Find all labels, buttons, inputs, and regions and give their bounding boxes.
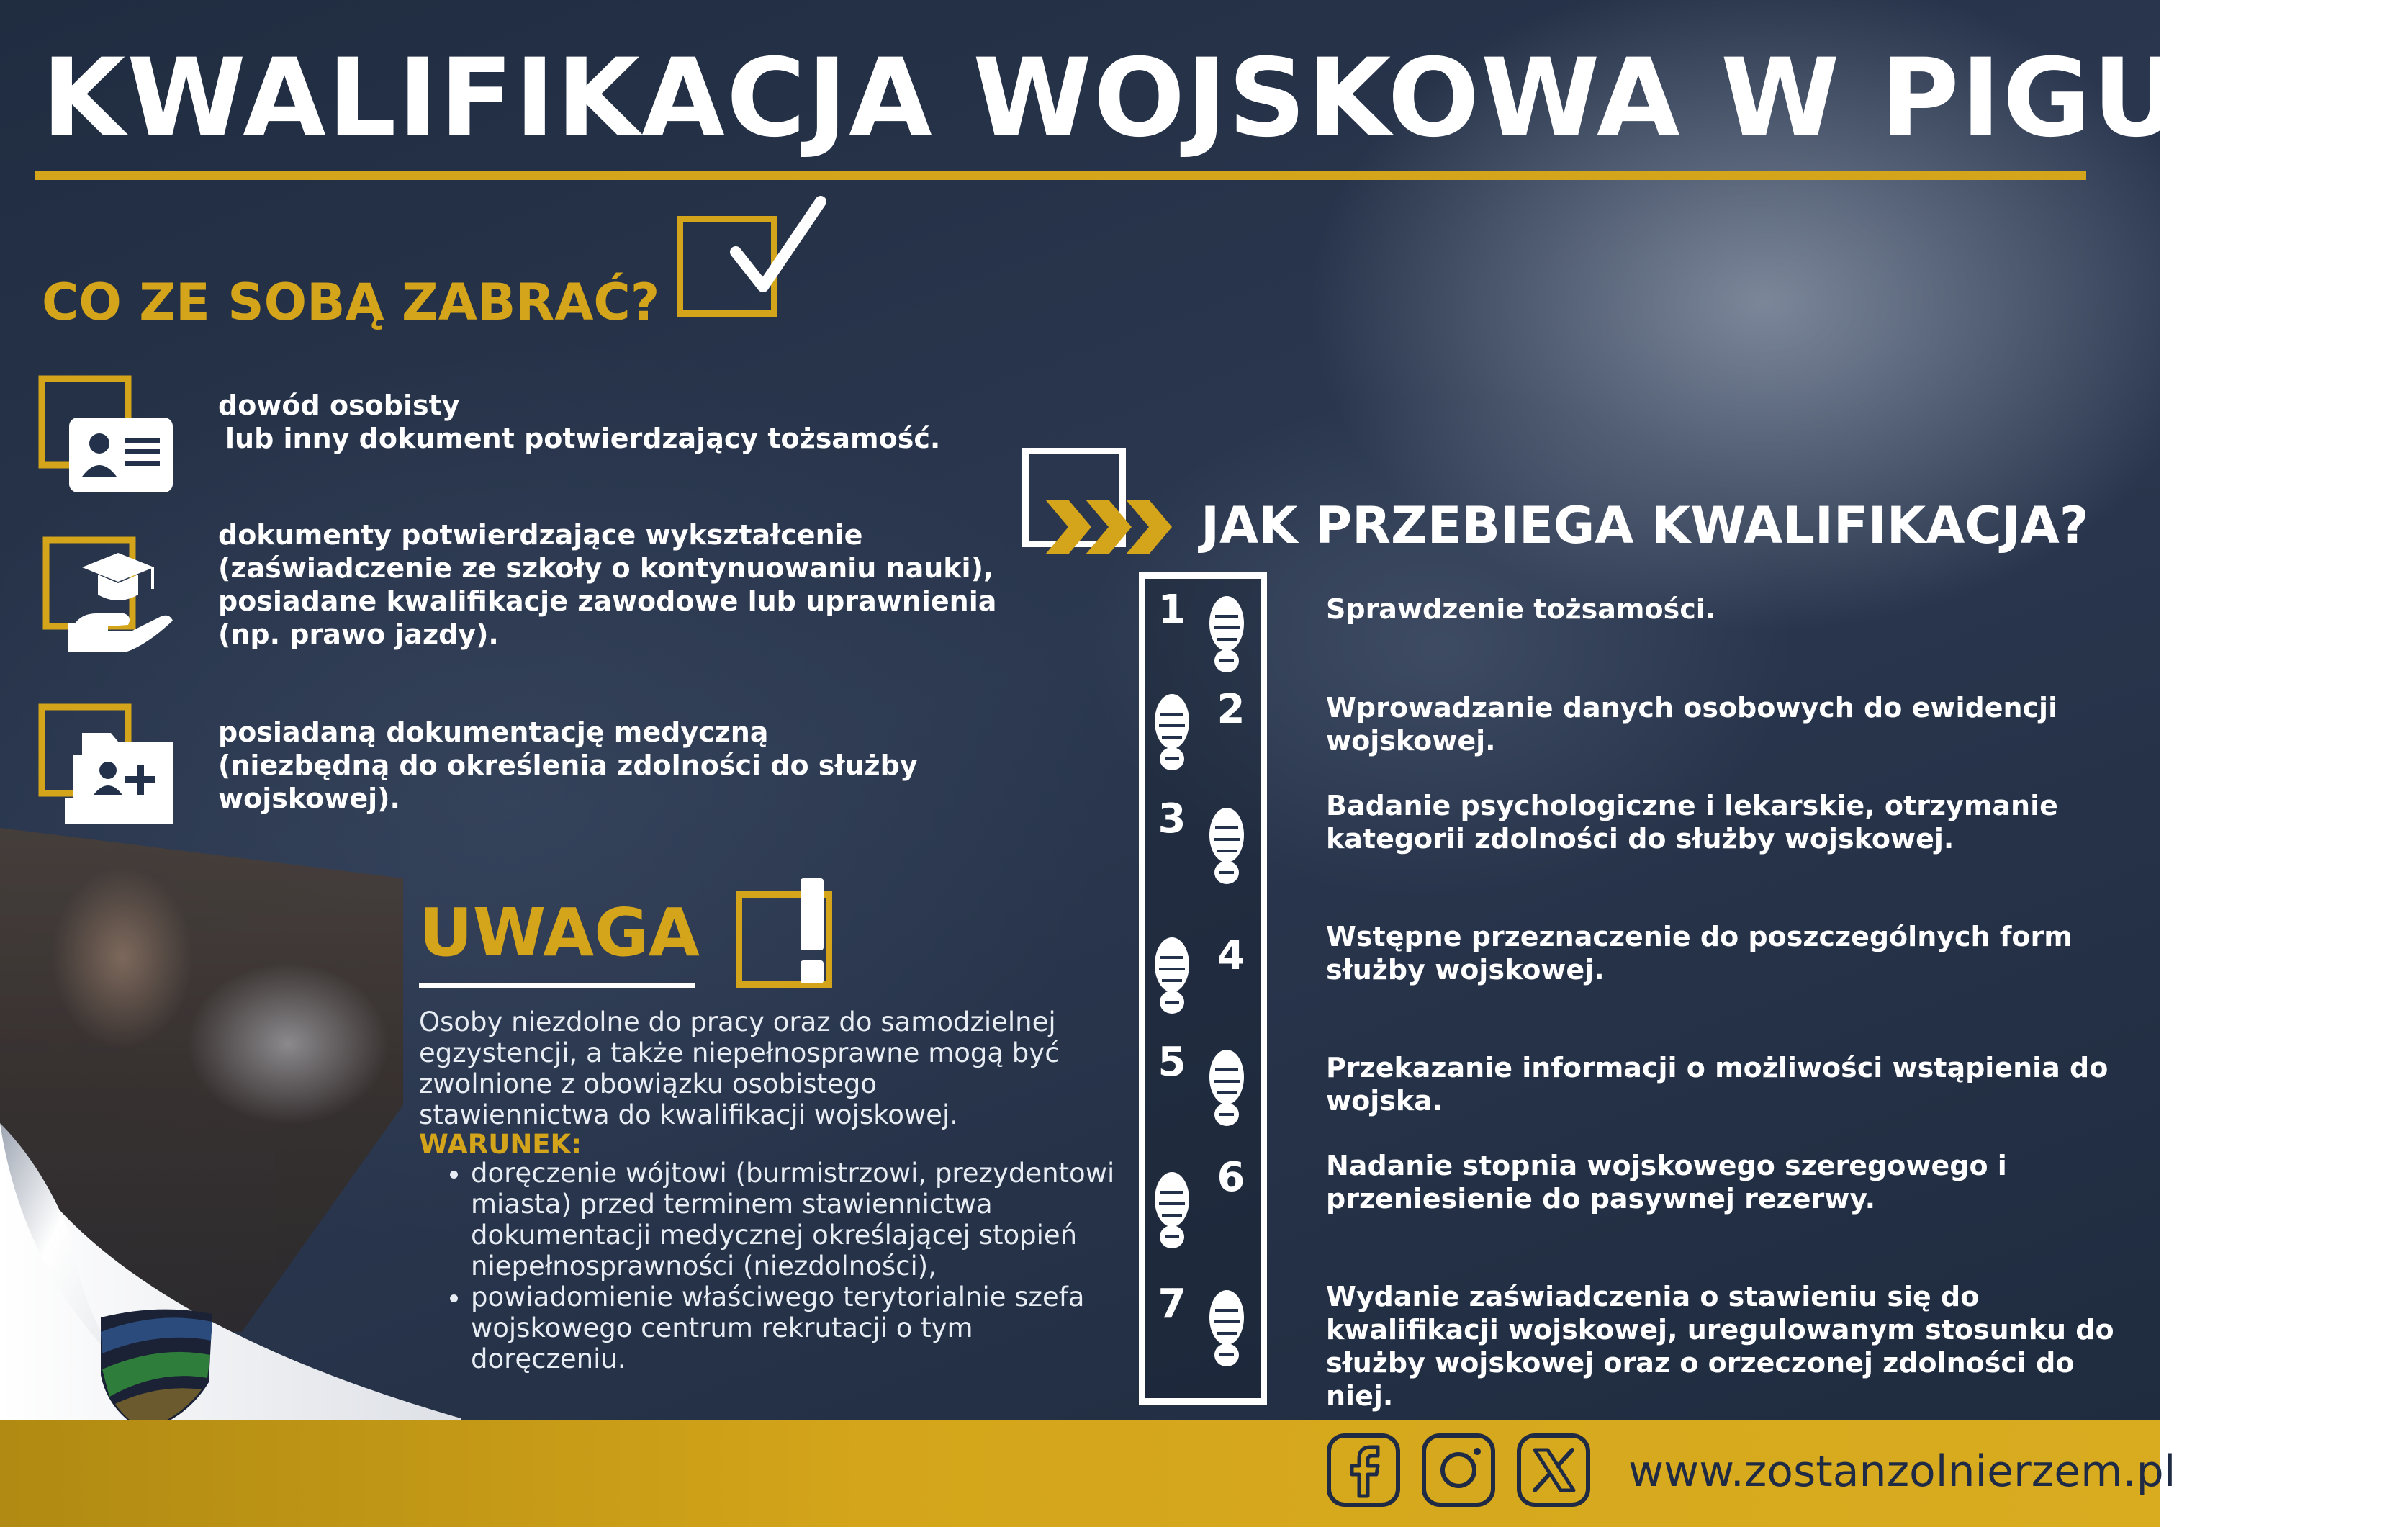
title-underline bbox=[35, 171, 2086, 180]
step-text-4: Wstępne przeznaczenie do poszczególnych form służby wojskowej. bbox=[1326, 921, 2073, 986]
step-number-1: 1 bbox=[1158, 587, 1186, 634]
checkmark-icon bbox=[727, 194, 828, 302]
bring-item-3-line2: (niezbędną do określenia zdolności do służby wojskowej). bbox=[218, 749, 918, 814]
uwaga-body: Osoby niezdolne do pracy oraz do samodzielnej egzystencji, a także niepełnosprawne mogą być zwolnione z obowiązku osobistego stawiennictwa do kwalifikacji wojskowej. bbox=[419, 1006, 1060, 1130]
step-number-7: 7 bbox=[1158, 1281, 1186, 1328]
footprint-icon bbox=[1207, 806, 1247, 886]
exclamation-icon bbox=[790, 878, 834, 986]
bring-item-2 bbox=[218, 518, 1082, 651]
bring-item-2-line2: (zaświadczenie ze szkoły o kontynuowaniu nauki), bbox=[218, 552, 994, 584]
graduation-hand-icon bbox=[39, 537, 176, 659]
uwaga-underline bbox=[419, 983, 695, 988]
condition-label: WARUNEK: bbox=[419, 1129, 582, 1160]
step-number-4: 4 bbox=[1217, 932, 1245, 979]
step-text-1: Sprawdzenie tożsamości. bbox=[1326, 593, 1716, 625]
footprint-icon bbox=[1152, 936, 1192, 1015]
step-number-5: 5 bbox=[1158, 1039, 1186, 1086]
page-title: KWALIFIKACJA WOJSKOWA W PIGUŁCE bbox=[42, 36, 2408, 161]
x-icon[interactable] bbox=[1516, 1433, 1591, 1508]
bring-item-3-line1: posiadaną dokumentację medyczną bbox=[218, 716, 769, 748]
bring-item-2-line4: (np. prawo jazdy). bbox=[218, 618, 499, 650]
footprint-icon bbox=[1152, 1171, 1192, 1250]
chevrons-right-icon bbox=[1045, 497, 1175, 557]
cwcr-logo-icon bbox=[94, 1303, 220, 1433]
condition-list bbox=[419, 1158, 1133, 1374]
step-text-7: Wydanie zaświadczenia o stawieniu się do kwalifikacji wojskowej, uregulowanym stosunku do służby wojskowej oraz o orzeczonej zdolności do niej. bbox=[1326, 1281, 2114, 1412]
step-text-6: Nadanie stopnia wojskowego szeregowego i przeniesienie do pasywnej rezerwy. bbox=[1326, 1150, 2007, 1215]
bring-item-1 bbox=[218, 389, 1082, 455]
footprint-icon bbox=[1207, 1289, 1247, 1368]
website-link[interactable]: www.zostanzolnierzem.pl bbox=[1628, 1446, 2176, 1497]
footprint-icon bbox=[1207, 1048, 1247, 1127]
instagram-icon[interactable] bbox=[1421, 1433, 1496, 1508]
medical-folder-icon bbox=[39, 704, 176, 826]
bring-item-2-line3: posiadane kwalifikacje zawodowe lub uprawnienia bbox=[218, 585, 997, 617]
step-number-3: 3 bbox=[1158, 796, 1186, 842]
bring-item-1-line1: dowód osobisty bbox=[218, 389, 460, 421]
condition-item: • doręczenie wójtowi (burmistrzowi, prezydentowi miasta) przed terminem stawiennictwa dokumentacji medycznej określającej stopień niepełnosprawności (niezdolności), bbox=[471, 1158, 1133, 1281]
step-number-2: 2 bbox=[1217, 686, 1245, 733]
step-text-2: Wprowadzanie danych osobowych do ewidencji wojskowej. bbox=[1326, 692, 2058, 757]
step-text-5: Przekazanie informacji o możliwości wstąpienia do wojska. bbox=[1326, 1052, 2109, 1117]
condition-item: • powiadomienie właściwego terytorialnie szefa wojskowego centrum rekrutacji o tym doręczeniu. bbox=[471, 1281, 1133, 1374]
bring-item-3 bbox=[218, 716, 1082, 815]
facebook-icon[interactable] bbox=[1326, 1433, 1401, 1508]
bring-item-1-line2: lub inny dokument potwierdzający tożsamość. bbox=[225, 423, 941, 454]
bring-heading: CO ZE SOBĄ ZABRAĆ? bbox=[42, 273, 660, 332]
footprint-icon bbox=[1207, 595, 1247, 674]
uwaga-heading: UWAGA bbox=[419, 894, 700, 971]
footprint-icon bbox=[1152, 693, 1192, 772]
bring-item-2-line1: dokumenty potwierdzające wykształcenie bbox=[218, 519, 863, 551]
process-heading: JAK PRZEBIEGA KWALIFIKACJA? bbox=[1201, 496, 2089, 555]
id-card-icon bbox=[39, 376, 176, 498]
step-number-6: 6 bbox=[1217, 1154, 1245, 1201]
step-text-3: Badanie psychologiczne i lekarskie, otrzymanie kategorii zdolności do służby wojskowej. bbox=[1326, 790, 2058, 855]
